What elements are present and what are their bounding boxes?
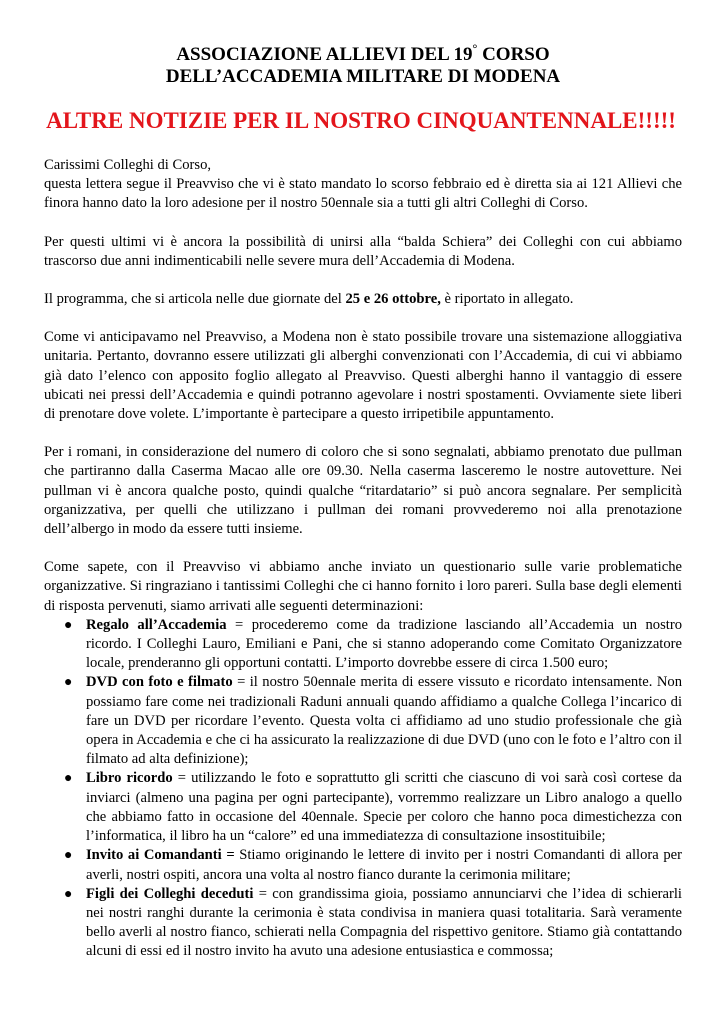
list-item xyxy=(64,769,683,846)
bullet-icon: ● xyxy=(64,675,73,691)
paragraph-3 xyxy=(44,290,682,309)
bullet-icon: ● xyxy=(64,886,73,902)
list-item-heading: Invito ai Comandanti = xyxy=(86,847,235,864)
paragraph-1: questa lettera segue il Preavviso che vi è stato mandato lo scorso febbraio ed è diretta sia ai 121 Allievi che finora hanno dato la loro adesione per il nostro 50ennale sia a tutti gli altri Colleghi di Corso. xyxy=(44,176,682,212)
list-item-text: Stiamo originando le lettere di invito per i nostri Comandanti di allora per averli, nostri ospiti, ancora una volta al nostro fianco durante la cerimonia militare; xyxy=(86,847,682,883)
event-dates: 25 e 26 ottobre, xyxy=(345,291,441,308)
bullet-icon: ● xyxy=(64,771,73,787)
greeting: Carissimi Colleghi di Corso, xyxy=(44,157,212,173)
header-line-1-text: ASSOCIAZIONE ALLIEVI DEL 19 xyxy=(176,44,473,65)
list-item xyxy=(64,846,682,884)
header-line-2: DELL’ACCADEMIA MILITARE DI MODENA xyxy=(165,66,561,87)
letter-page xyxy=(44,41,683,962)
degree-sign: ° xyxy=(472,41,478,56)
association-header xyxy=(44,41,682,88)
list-item-text: = con grandissima gioia, possiamo annunciarvi che l’idea di schierarli nei nostri ranghi durante la cerimonia è stata condivisa in maniera quasi totalitaria. Sarà veramente bello averli al nostro fianco, schierati nella Compagnia del rispettivo genitore. Stiamo già contattando alcuni di essi ed il nostro invito ha avuto una adesione entusiastica e commossa; xyxy=(86,885,682,960)
header-line-1-suffix: CORSO xyxy=(477,44,550,65)
list-item-heading: Figli dei Colleghi deceduti xyxy=(86,885,254,902)
list-item-text: = procederemo come da tradizione lasciando all’Accademia un nostro ricordo. I Colleghi Lauro, Emiliani e Pani, che si stanno adoperando come Comitato Organizzatore locale, prenderanno gli opportuni contatti. L’importo dovrebbe essere di circa 1.500 euro; xyxy=(86,616,682,672)
document-title: ALTRE NOTIZIE PER IL NOSTRO CINQUANTENNALE!!!!! xyxy=(46,108,676,133)
list-item-text: = utilizzando le foto e soprattutto gli scritti che ciascuno di voi sarà così cortese da inviarci (almeno una pagina per ogni partecipante), vorremmo realizzare un Libro analogo a quello che abbiamo fatto in occasione del 40ennale. Specie per coloro che hanno poca dimestichezza con l’informatica, il libro ha un “calore” ed una immediatezza di consultazione insostituibile; xyxy=(86,770,683,845)
paragraph-2: Per questi ultimi vi è ancora la possibilità di unirsi alla “balda Schiera” dei Colleghi con cui abbiamo trascorso due anni indimenticabili nelle severe mura dell’Accademia di Modena. xyxy=(44,233,682,269)
header-line-1 xyxy=(44,41,682,66)
bullet-icon: ● xyxy=(64,848,73,864)
list-item xyxy=(64,885,682,962)
list-item-heading: DVD con foto e filmato xyxy=(86,674,233,691)
paragraph-3-suffix: è riportato in allegato. xyxy=(440,291,574,308)
paragraph-6: Come sapete, con il Preavviso vi abbiamo anche inviato un questionario sulle varie problematiche organizzative. Si ringraziano i tantissimi Colleghi che ci hanno fornito i loro pareri. Sulla base degli elementi di risposta pervenuti, siamo arrivati alle seguenti determinazioni: xyxy=(44,559,682,614)
paragraph-4: Come vi anticipavamo nel Preavviso, a Modena non è stato possibile trovare una sistemazione alloggiativa unitaria. Pertanto, dovranno essere utilizzati gli alberghi convenzionati con l’Accademia, di cui vi abbiamo già dato l’elenco con apposito foglio allegato al Preavviso. Questi alberghi hanno il vantaggio di essere ubicati nei pressi dell’Accademia e quindi potranno agevolare i nostri spostamenti. Ovviamente siete liberi di prenotare dove volete. L’importante è partecipare a questo irripetibile appuntamento. xyxy=(44,329,682,423)
paragraph-5: Per i romani, in considerazione del numero di coloro che si sono segnalati, abbiamo prenotato due pullman che partiranno dalla Caserma Macao alle ore 09.30. Nella caserma lasceremo le nostre autovetture. Nei pullman vi è ancora qualche posto, quindi qualche “ritardatario” si può ancora segnalare. Per semplicità organizzativa, per quelli che utilizzano i pullman dei romani provvederemo noi alla prenotazione dell’albergo in modo da essere tutti insieme. xyxy=(44,444,682,538)
list-item xyxy=(64,673,682,769)
determinations-list xyxy=(44,616,682,962)
list-item-text: = il nostro 50ennale merita di essere vissuto e ricordato intensamente. Non possiamo fare come nei tradizionali Raduni annuali quando affidiamo a qualche Collega l’incarico di fare un DVD per ricordare l’evento. Questa volta ci affidiamo ad uno studio professionale che già opera in Accademia e che ci ha assicurato la realizzazione di due DVD (uno con le foto e l’altro con il filmato ad alta definizione); xyxy=(86,674,682,768)
list-item-heading: Libro ricordo xyxy=(86,770,173,787)
paragraph-3-text: Il programma, che si articola nelle due giornate del xyxy=(44,291,346,308)
bullet-icon: ● xyxy=(64,617,73,633)
list-item xyxy=(64,616,682,674)
list-item-heading: Regalo all’Accademia xyxy=(86,616,227,633)
